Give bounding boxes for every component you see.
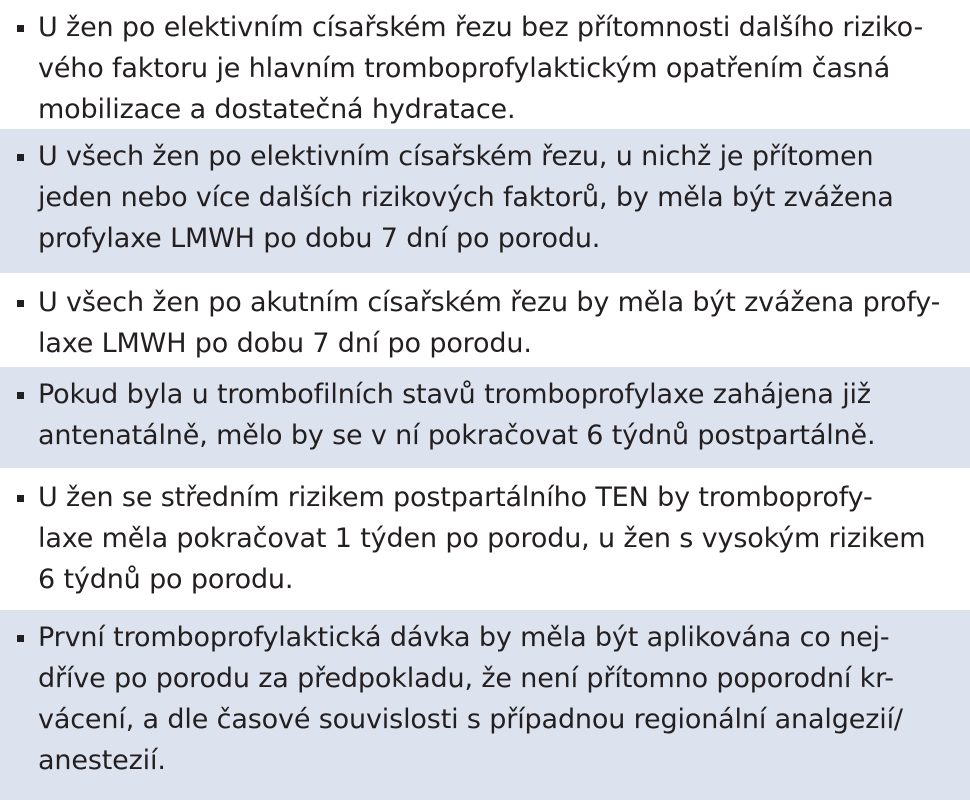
bullet-icon <box>17 392 24 399</box>
text-line: profylaxe LMWH po dobu 7 dní po porodu. <box>38 223 601 254</box>
text-line: Pokud byla u trombofilních stavů tromboprofylaxe zahájena již <box>38 379 871 410</box>
bullet-icon <box>17 154 24 161</box>
text-line: První tromboprofylaktická dávka by měla být aplikována co nej- <box>38 622 890 653</box>
text-line: U všech žen po elektivním císařském řezu, u nichž je přítomen <box>38 141 874 172</box>
bullet-icon <box>17 25 24 32</box>
list-item-text <box>38 7 956 130</box>
list-item <box>0 367 970 470</box>
list-item <box>0 275 970 367</box>
text-line: vého faktoru je hlavním tromboprofylaktickým opatřením časná <box>38 53 891 84</box>
text-line: laxe měla pokračovat 1 týden po porodu, u žen s vysokým rizikem <box>38 523 926 554</box>
text-line: antenatálně, mělo by se v ní pokračovat 6 týdnů postpartálně. <box>38 420 876 451</box>
list-item-text <box>38 477 956 600</box>
text-line: U žen se středním rizikem postpartálního TEN by tromboprofy- <box>38 482 873 513</box>
text-line: mobilizace a dostatečná hydratace. <box>38 94 516 125</box>
text-line: 6 týdnů po porodu. <box>38 564 294 595</box>
text-line: anestezií. <box>38 745 166 776</box>
list-item <box>0 0 970 129</box>
text-line: U žen po elektivním císařském řezu bez přítomnosti dalšího riziko- <box>38 12 924 43</box>
list-item-text <box>38 136 956 259</box>
bullet-icon <box>17 300 24 307</box>
text-line: U všech žen po akutním císařském řezu by měla být zvážena profy- <box>38 287 941 318</box>
bullet-icon <box>17 495 24 502</box>
list-item <box>0 129 970 275</box>
text-line: dříve po porodu za předpokladu, že není přítomno poporodní kr- <box>38 663 894 694</box>
text-line: jeden nebo více dalších rizikových faktorů, by měla být zvážena <box>38 182 894 213</box>
text-line: vácení, a dle časové souvislosti s případnou regionální analgezií/ <box>38 704 903 735</box>
list-item <box>0 470 970 610</box>
text-line: laxe LMWH po dobu 7 dní po porodu. <box>38 328 532 359</box>
list-item-text <box>38 374 956 456</box>
bullet-icon <box>17 635 24 642</box>
list-item <box>0 610 970 800</box>
list-item-text <box>38 617 956 781</box>
list-item-text <box>38 282 956 364</box>
